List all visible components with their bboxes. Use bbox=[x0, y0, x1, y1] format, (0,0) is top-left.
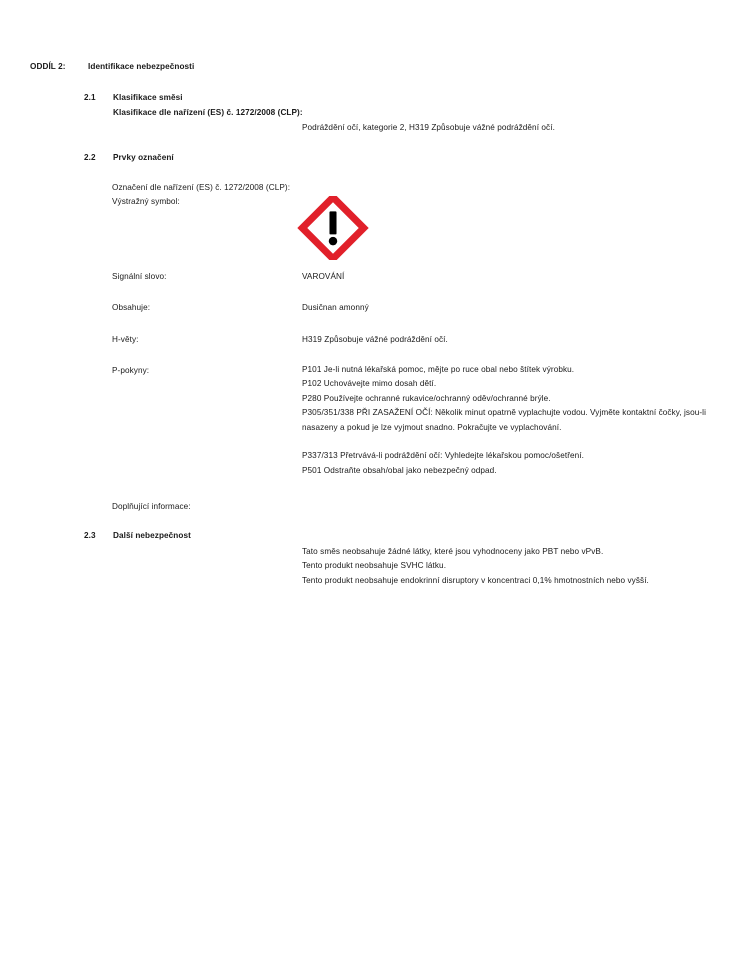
p-statement-p501: P501 Odstraňte obsah/obal jako nebezpečný odpad. bbox=[302, 465, 497, 475]
section-title: Identifikace nebezpečnosti bbox=[88, 62, 195, 71]
other-hazard-pbt-vpvb: Tato směs neobsahuje žádné látky, které jsou vyhodnoceny jako PBT nebo vPvB. bbox=[302, 547, 604, 556]
value-obsahuje: Dusičnan amonný bbox=[302, 303, 369, 312]
p-statement-p280: P280 Používejte ochranné rukavice/ochranný oděv/ochranné brýle. bbox=[302, 393, 551, 403]
classification-value: Podráždění očí, kategorie 2, H319 Způsobuje vážné podráždění očí. bbox=[302, 123, 555, 132]
subsection-2-1-number: 2.1 bbox=[84, 93, 96, 102]
label-obsahuje: Obsahuje: bbox=[112, 303, 151, 312]
p-statement-p337-313: P337/313 Přetrvává-li podráždění očí: Vyhledejte lékařskou pomoc/ošetření. bbox=[302, 451, 585, 461]
p-statements-spacer bbox=[302, 435, 726, 449]
value-signalni-slovo: VAROVÁNÍ bbox=[302, 272, 345, 281]
subsection-2-3-title: Další nebezpečnost bbox=[113, 531, 191, 540]
section-number: ODDÍL 2: bbox=[30, 62, 66, 71]
label-h-vety: H-věty: bbox=[112, 335, 139, 344]
classification-regulation-heading: Klasifikace dle nařízení (ES) č. 1272/2008 (CLP): bbox=[113, 108, 303, 117]
label-p-pokyny: P-pokyny: bbox=[112, 366, 150, 375]
p-statements-block bbox=[302, 363, 726, 478]
subsection-2-3-number: 2.3 bbox=[84, 531, 96, 540]
label-oznaceni: Označení dle nařízení (ES) č. 1272/2008 (CLP): bbox=[112, 183, 291, 192]
label-signalni-slovo: Signální slovo: bbox=[112, 272, 167, 281]
subsection-2-2-number: 2.2 bbox=[84, 153, 96, 162]
label-doplnujici-informace: Doplňující informace: bbox=[112, 502, 191, 511]
subsection-2-2-title: Prvky označení bbox=[113, 153, 174, 162]
p-statement-p101: P101 Je-li nutná lékařská pomoc, mějte po ruce obal nebo štítek výrobku. bbox=[302, 365, 575, 374]
other-hazards-block bbox=[302, 545, 702, 588]
value-h-vety: H319 Způsobuje vážné podráždění očí. bbox=[302, 335, 448, 344]
p-statement-p102: P102 Uchovávejte mimo dosah dětí. bbox=[302, 379, 437, 389]
p-statement-p305-351-338: P305/351/338 PŘI ZASAŽENÍ OČÍ: Několik minut opatrně vyplachujte vodou. Vyjměte kontaktní čočky, jsou-li nasazeny a pokud je lze vyjmout snadno. Pokračujte ve vyplachování. bbox=[302, 408, 706, 432]
other-hazard-svhc: Tento produkt neobsahuje SVHC látku. bbox=[302, 561, 447, 571]
other-hazard-endocrine-disruptors: Tento produkt neobsahuje endokrinní disruptory v koncentraci 0,1% hmotnostních nebo vyšší. bbox=[302, 575, 649, 585]
label-vystrazny-symbol: Výstražný symbol: bbox=[112, 197, 180, 206]
ghs07-exclamation-mark-icon bbox=[296, 196, 370, 260]
subsection-2-1-title: Klasifikace směsi bbox=[113, 93, 183, 102]
